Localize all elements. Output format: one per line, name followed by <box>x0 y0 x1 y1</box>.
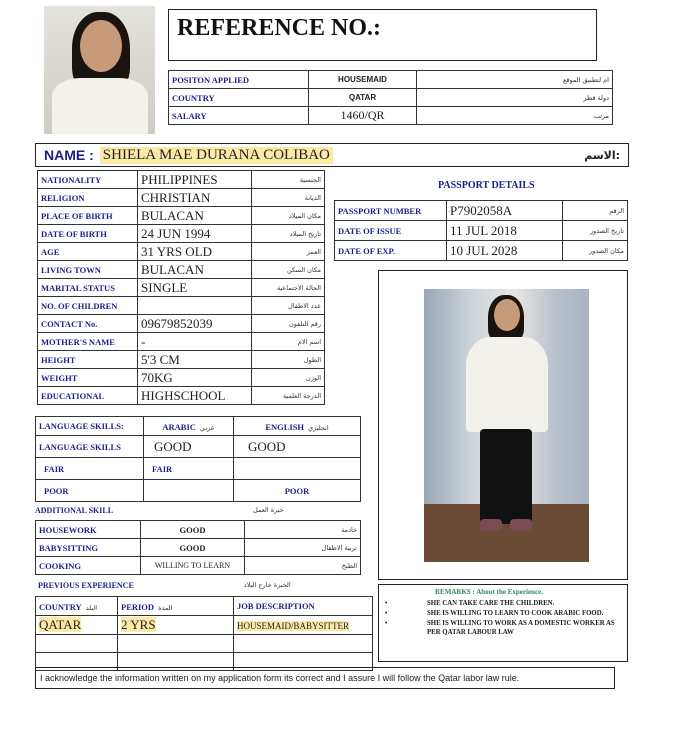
additional-skill-title: ADDITIONAL SKILL خبرة العمل <box>35 506 284 515</box>
table-row: BABYSITTING GOOD تربية الاطفال <box>36 539 361 557</box>
table-row: LIVING TOWN BULACAN مكان السكن <box>38 261 325 279</box>
list-item: • SHE CAN TAKE CARE THE CHILDREN. <box>385 600 555 607</box>
table-row: RELIGION CHRISTIAN الديانة <box>38 189 325 207</box>
profile-photo <box>44 6 155 134</box>
table-row: DATE OF EXP. 10 JUL 2028 مكان الصدور <box>335 241 628 261</box>
experience-title: PREVIOUS EXPERIENCE الخبرة خارج البلاد <box>38 581 291 590</box>
table-row: FAIR FAIR <box>36 458 361 480</box>
table-row: PLACE OF BIRTH BULACAN مكان الميلاد <box>38 207 325 225</box>
table-row: POOR POOR <box>36 480 361 502</box>
name-label: NAME : <box>44 147 94 163</box>
table-row: DATE OF ISSUE 11 JUL 2018 تاريخ الصدور <box>335 221 628 241</box>
full-body-photo-frame <box>378 270 628 580</box>
applicant-name: SHIELA MAE DURANA COLIBAO <box>100 147 333 164</box>
list-item: • SHE IS WILLING TO WORK AS A DOMESTIC WORKER AS PER QATAR LABOUR LAW <box>385 620 615 636</box>
name-bar <box>35 143 629 167</box>
passport-title: PASSPORT DETAILS <box>438 180 535 191</box>
passport-table <box>334 200 628 261</box>
list-item: • SHE IS WILLING TO LEARN TO COOK ARABIC FOOD. <box>385 610 604 617</box>
full-body-photo <box>424 289 589 562</box>
additional-skill-table <box>35 520 361 575</box>
table-row: DATE OF BIRTH 24 JUN 1994 تاريخ الميلاد <box>38 225 325 243</box>
table-row: WEIGHT 70KG الوزن <box>38 369 325 387</box>
position-table <box>168 70 613 125</box>
remarks-box <box>378 584 628 662</box>
acknowledgement: I acknowledge the information written on my application form its correct and I assure I will follow the Qatar labor law rule. <box>35 667 615 689</box>
experience-table <box>35 596 373 671</box>
table-row: POSITON APPLIED HOUSEMAID ام لتطبيق الموقع <box>169 71 613 89</box>
table-row: LANGUAGE SKILLS GOOD GOOD <box>36 436 361 458</box>
table-row: HOUSEWORK GOOD خادمة <box>36 521 361 539</box>
language-table <box>35 416 361 502</box>
table-row: AGE 31 YRS OLD العمر <box>38 243 325 261</box>
table-row: PASSPORT NUMBER P7902058A الرقم <box>335 201 628 221</box>
remarks-title: REMARKS : About the Experience. <box>435 588 543 596</box>
table-row: CONTACT No. 09679852039 رقم التلفون <box>38 315 325 333</box>
table-row: NATIONALITY PHILIPPINES الجنسية <box>38 171 325 189</box>
table-row: LANGUAGE SKILLS: ARABIC عربي ENGLISH انجليزي <box>36 417 361 436</box>
table-row: HEIGHT 5'3 CM الطول <box>38 351 325 369</box>
name-label-ar: الاسم: <box>584 148 620 162</box>
table-row: COOKING WILLING TO LEARN الطبخ <box>36 557 361 575</box>
table-row: SALARY 1460/QR مرتب <box>169 107 613 125</box>
table-row: NO. OF CHILDREN عدد الاطفال <box>38 297 325 315</box>
table-row: COUNTRY البلد PERIOD المدة JOB DESCRIPTION <box>36 597 373 616</box>
table-row: EDUCATIONAL HIGHSCHOOL الدرجة العلمية <box>38 387 325 405</box>
personal-table <box>37 170 325 405</box>
table-row: COUNTRY QATAR دولة قطر <box>169 89 613 107</box>
reference-title: REFERENCE NO.: <box>177 15 382 41</box>
table-row: MOTHER'S NAME - اسم الام <box>38 333 325 351</box>
reference-box <box>168 9 597 61</box>
table-row: QATAR 2 YRS HOUSEMAID/BABYSITTER <box>36 616 373 635</box>
table-row: MARITAL STATUS SINGLE الحالة الاجتماعية <box>38 279 325 297</box>
table-row <box>36 635 373 653</box>
